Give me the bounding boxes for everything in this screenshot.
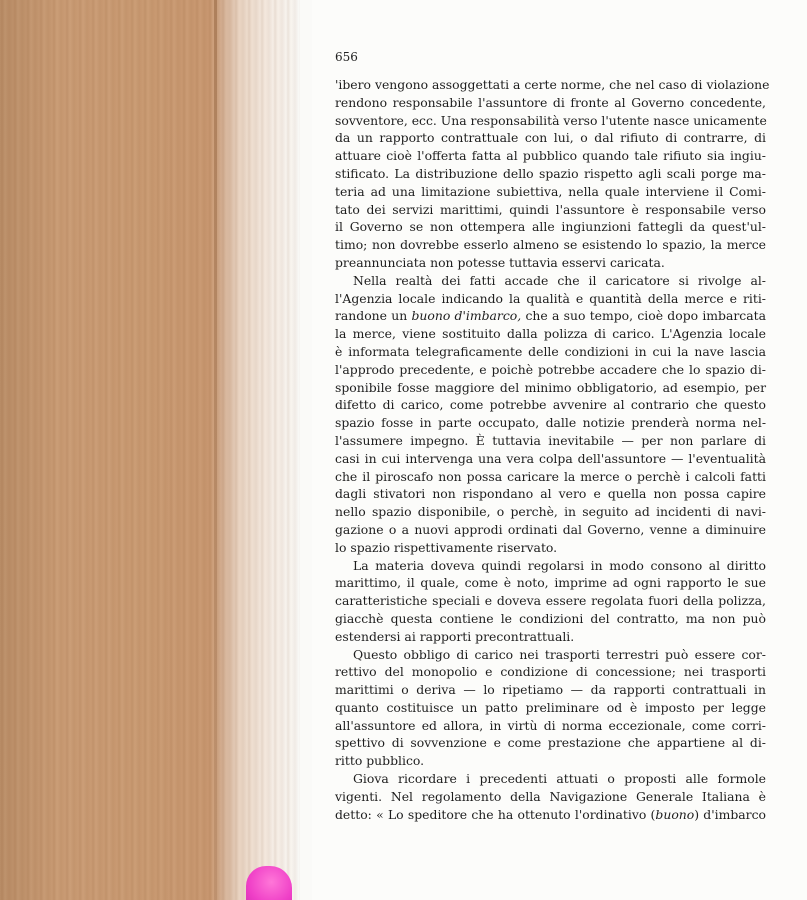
text-line: che il piroscafo non possa caricare la merce o perchè i calcoli fatti [335, 468, 766, 484]
text-segment: ) d'imbarco [694, 806, 766, 822]
text-line: l'approdo precedente, e poichè potrebbe accadere che lo spazio di- [335, 361, 766, 377]
page-body-text [335, 76, 770, 823]
text-line: l'assumere impegno. È tuttavia inevitabile — per non parlare di [335, 432, 766, 448]
text-line: stificato. La distribuzione dello spazio rispetto agli scali porge ma- [335, 165, 766, 181]
text-line: Giova ricordare i precedenti attuati o proposti alle formole [353, 771, 766, 787]
text-line: attuare cioè l'offerta fatta al pubblico quando tale rifiuto sia ingiu- [335, 148, 766, 164]
text-line: nello spazio disponibile, o perchè, in seguito ad incidenti di navi- [335, 504, 766, 520]
text-line: la merce, viene sostituito dalla polizza di carico. L'Agenzia locale [335, 326, 766, 342]
text-segment: randone un [335, 308, 412, 324]
text-line: 'ibero vengono assoggettati a certe norme, che nel caso di violazione [335, 77, 770, 92]
text-line: caratteristiche speciali e doveva essere regolata fuori della polizza, [335, 593, 766, 609]
text-line: teria ad una limitazione subiettiva, nella quale interviene il Comi- [335, 183, 766, 199]
text-line: l'Agenzia locale indicando la qualità e quantità della merce e riti- [335, 290, 766, 306]
text-line: timo; non dovrebbe esserlo almeno se esistendo lo spazio, la merce [335, 237, 766, 253]
text-line: giacchè questa contiene le condizioni del contratto, ma non può [335, 610, 766, 626]
text-line: spazio fosse in parte occupato, dalle notizie prenderà norma nel- [335, 415, 766, 431]
text-line-mixed [335, 307, 766, 325]
text-line: estendersi ai rapporti precontrattuali. [335, 628, 575, 644]
book-page-edges [0, 0, 300, 900]
text-line: tato dei servizi marittimi, quindi l'assuntore è responsabile verso [335, 201, 766, 217]
text-line: rettivo del monopolio e condizione di concessione; nei trasporti [335, 664, 766, 680]
text-line: all'assuntore ed allora, in virtù di norma eccezionale, come corri- [335, 717, 766, 733]
text-segment: che a suo tempo, cioè dopo imbarcata [521, 308, 766, 324]
text-line: è informata telegraficamente delle condizioni in cui la nave lascia [335, 343, 766, 359]
text-line: casi in cui intervenga una vera colpa dell'assuntore — l'eventualità [335, 450, 766, 466]
text-line: La materia doveva quindi regolarsi in modo consono al diritto [353, 557, 766, 573]
text-line: ritto pubblico. [335, 753, 425, 769]
text-line: spettivo di sovvenzione e come prestazione che appartiene al di- [335, 735, 766, 751]
text-line: il Governo se non ottempera alle ingiunzioni fattegli da quest'ul- [335, 219, 766, 235]
text-line: Questo obbligo di carico nei trasporti terrestri può essere cor- [353, 646, 766, 662]
text-line: quanto costituisce un patto preliminare od è imposto per legge [335, 699, 766, 715]
text-line: gazione o a nuovi approdi ordinati dal Governo, venne a diminuire [335, 521, 766, 537]
text-line: marittimi o deriva — lo ripetiamo — da rapporti contrattuali in [335, 682, 766, 698]
text-segment-italic: buono [655, 806, 695, 822]
text-line: vigenti. Nel regolamento della Navigazione Generale Italiana è [335, 788, 766, 804]
text-line: sovventore, ecc. Una responsabilità verso l'utente nasce unicamente [335, 112, 767, 128]
text-line: marittimo, il quale, come è noto, imprime ad ogni rapporto le sue [335, 575, 766, 591]
text-line: dagli stivatori non rispondano al vero e quella non possa capire [335, 486, 766, 502]
text-line: da un rapporto contrattuale con lui, o dal rifiuto di contrarre, di [335, 130, 766, 146]
text-line-mixed [335, 806, 766, 824]
page-gutter-shadow [214, 0, 217, 900]
text-line: preannunciata non potesse tuttavia esservi caricata. [335, 254, 665, 270]
text-line: lo spazio rispettivamente riservato. [335, 539, 558, 555]
text-segment-italic: buono d'imbarco, [411, 308, 522, 324]
text-line: Nella realtà dei fatti accade che il caricatore si rivolge al- [353, 272, 766, 288]
text-line: rendono responsabile l'assuntore di fronte al Governo concedente, [335, 94, 766, 110]
page-number: 656 [335, 50, 358, 64]
text-line: sponibile fosse maggiore del minimo obbligatorio, ad esempio, per [335, 379, 766, 395]
text-line: difetto di carico, come potrebbe avvenire al contrario che questo [335, 397, 766, 413]
pink-page-tab [246, 866, 292, 900]
text-segment: detto: « Lo speditore che ha ottenuto l'ordinativo ( [335, 806, 656, 822]
